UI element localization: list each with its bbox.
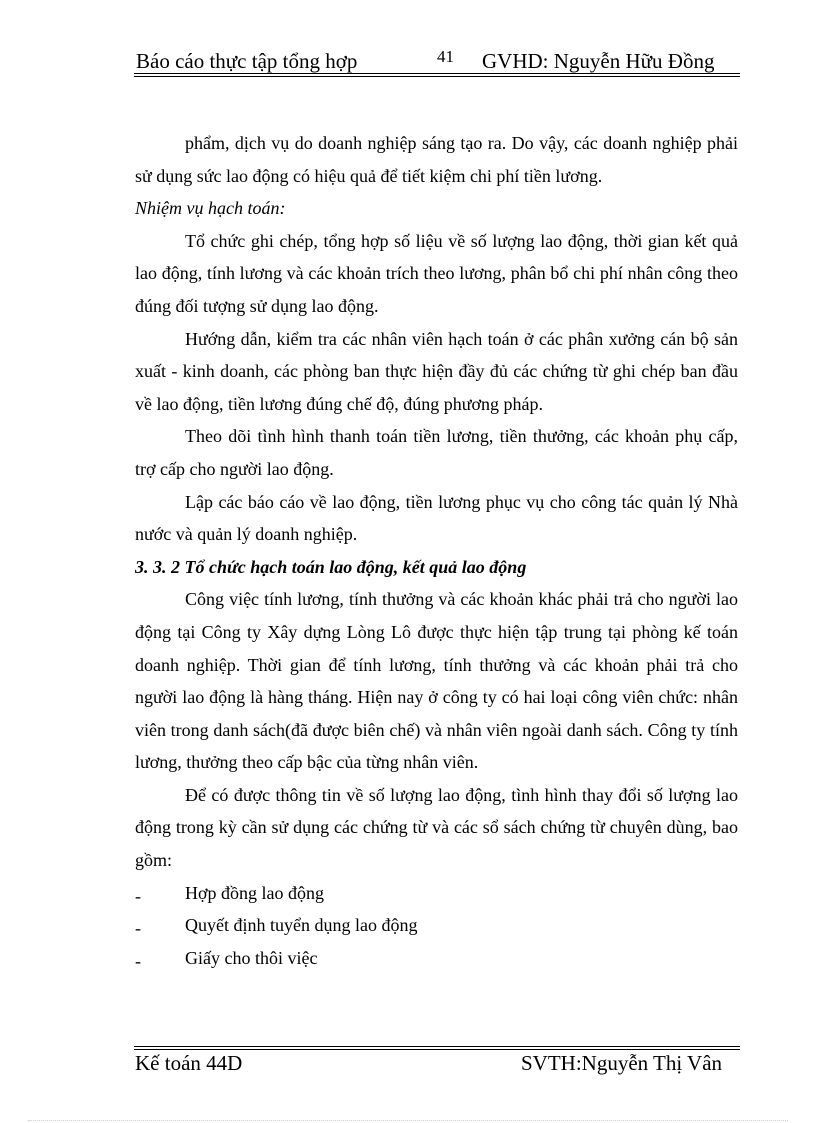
paragraph-3: Hướng dẫn, kiểm tra các nhân viên hạch toán ở các phân xưởng cán bộ sản xuất - kinh doanh, các phòng ban thực hiện đầy đủ các chứng từ ghi chép ban đầu về lao động, tiền lương đúng chế độ, đúng phương pháp. <box>135 328 738 414</box>
footer-class: Kế toán 44D <box>135 1051 243 1075</box>
page-edge-dots <box>28 1120 788 1121</box>
paragraph-5: Lập các báo cáo về lao động, tiền lương phục vụ cho công tác quản lý Nhà nước và quản lý doanh nghiệp. <box>135 491 738 545</box>
page-body <box>135 127 738 974</box>
list-item-text: Quyết định tuyển dụng lao động <box>185 915 418 936</box>
footer-student: SVTH:Nguyễn Thị Vân <box>521 1051 723 1075</box>
page-header <box>134 47 740 73</box>
section-heading: 3. 3. 2 Tổ chức hạch toán lao động, kết quả lao động <box>135 556 527 577</box>
bullet-mark: - <box>135 918 141 939</box>
header-rule-bottom <box>134 76 740 77</box>
footer-rule-bottom <box>134 1049 740 1050</box>
bullet-mark: - <box>135 885 141 906</box>
header-report-title: Báo cáo thực tập tổng hợp <box>136 49 358 73</box>
list-item <box>135 942 738 975</box>
page-number: 41 <box>437 47 454 66</box>
header-supervisor: GVHD: Nguyễn Hữu Đồng <box>482 49 715 73</box>
list-item <box>135 877 738 910</box>
paragraph-6: Công việc tính lương, tính thưởng và các khoản khác phải trả cho người lao động tại Công ty Xây dựng Lòng Lô được thực hiện tập trung tại phòng kế toán doanh nghiệp. Thời gian để tính lương, tính thưởng và các khoản phải trả cho người lao động là hàng tháng. Hiện nay ở công ty có hai loại công viên chức: nhân viên trong danh sách(đã được biên chế) và nhân viên ngoài danh sách. Công ty tính lương, thưởng theo cấp bậc của từng nhân viên. <box>135 589 738 773</box>
paragraph-2: Tổ chức ghi chép, tổng hợp số liệu về số lượng lao động, thời gian kết quả lao động, tính lương và các khoản trích theo lương, phân bổ chi phí nhân công theo đúng đối tượng sử dụng lao động. <box>135 230 738 316</box>
header-rule-top <box>134 73 740 74</box>
subheading-tasks: Nhiệm vụ hạch toán: <box>135 198 286 219</box>
list-item-text: Giấy cho thôi việc <box>185 947 318 968</box>
list-item-text: Hợp đồng lao động <box>185 882 325 903</box>
paragraph-1: phẩm, dịch vụ do doanh nghiệp sáng tạo ra. Do vậy, các doanh nghiệp phải sử dụng sức lao động có hiệu quả để tiết kiệm chi phí tiền lương. <box>135 133 738 186</box>
paragraph-7: Để có được thông tin về số lượng lao động, tình hình thay đổi số lượng lao động trong kỳ cần sử dụng các chứng từ và các sổ sách chứng từ chuyên dùng, bao gồm: <box>135 784 738 871</box>
list-item <box>135 909 738 942</box>
footer-rule-top <box>134 1046 740 1047</box>
paragraph-4: Theo dõi tình hình thanh toán tiền lương, tiền thưởng, các khoản phụ cấp, trợ cấp cho người lao động. <box>135 426 738 479</box>
bullet-mark: - <box>135 950 141 971</box>
